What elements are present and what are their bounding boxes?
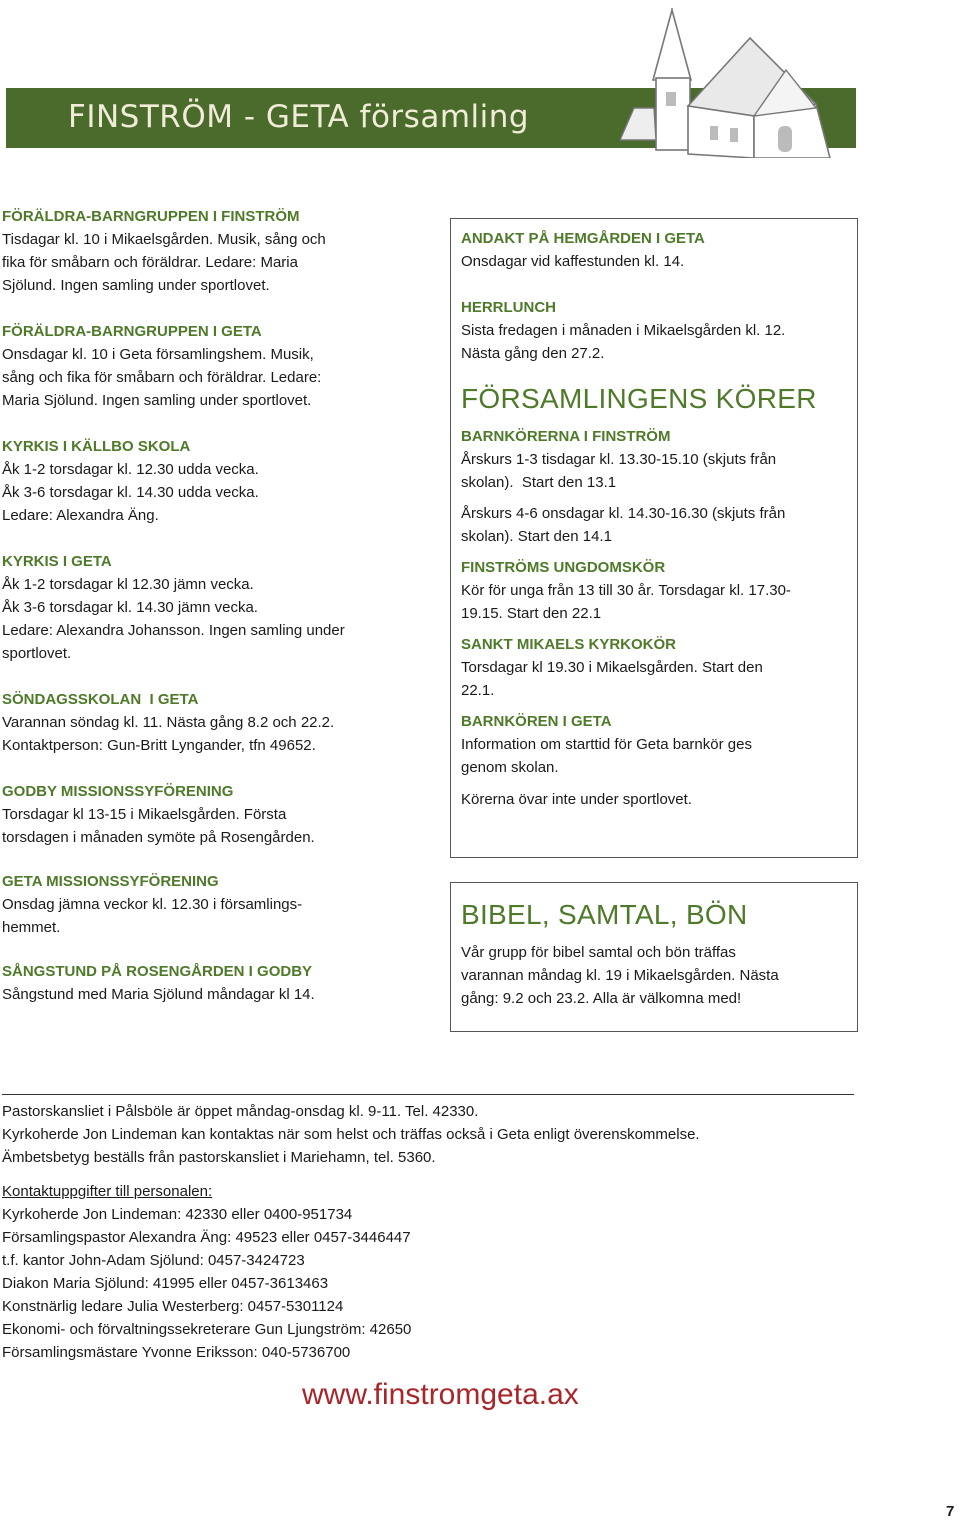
section-title: KYRKIS I GETA [2, 553, 112, 570]
choirs-note: Körerna övar inte under sportlovet. [461, 791, 692, 808]
parish-title: FINSTRÖM - GETA församling [68, 99, 530, 135]
section-line: Onsdagar vid kaffestunden kl. 14. [461, 253, 685, 270]
section-title: SÅNGSTUND PÅ ROSENGÅRDEN I GODBY [2, 963, 313, 980]
contact-line: Församlingspastor Alexandra Äng: 49523 eller 0457-3446447 [2, 1229, 411, 1246]
section-kyrkis-geta [2, 550, 422, 665]
section-line: Sjölund. Ingen samling under sportlovet. [2, 277, 270, 294]
section-line: skolan). Start den 14.1 [461, 528, 612, 545]
contact-line: Kyrkoherde Jon Lindeman: 42330 eller 0400-951734 [2, 1206, 353, 1223]
section-title: SÖNDAGSSKOLAN I GETA [2, 691, 199, 708]
section-line: sportlovet. [2, 645, 72, 662]
section-sondagsskolan [2, 688, 422, 757]
choirs-box [450, 218, 858, 858]
section-line: Nästa gång den 27.2. [461, 345, 605, 362]
section-herrlunch [461, 296, 847, 365]
footer-info [2, 1100, 902, 1364]
section-line: Ledare: Alexandra Äng. [2, 507, 159, 524]
section-line: genom skolan. [461, 759, 559, 776]
section-title: FÖRÄLDRA-BARNGRUPPEN I GETA [2, 323, 262, 340]
section-title: BARNKÖRERNA I FINSTRÖM [461, 428, 671, 445]
bible-heading: BIBEL, SAMTAL, BÖN [461, 899, 748, 930]
section-title: ANDAKT PÅ HEMGÅRDEN I GETA [461, 230, 705, 247]
page-number: 7 [946, 1503, 955, 1520]
section-line: Sista fredagen i månaden i Mikaelsgården kl. 12. [461, 322, 786, 339]
section-foraldra-finstrom [2, 205, 422, 297]
info-line: Pastorskansliet i Pålsböle är öppet måndag-onsdag kl. 9-11. Tel. 42330. [2, 1103, 479, 1120]
section-line: Årskurs 1-3 tisdagar kl. 13.30-15.10 (skjuts från [461, 451, 777, 468]
website-link[interactable]: www.finstromgeta.ax [302, 1378, 579, 1411]
section-title: GODBY MISSIONSSYFÖRENING [2, 783, 234, 800]
section-line: Kör för unga från 13 till 30 år. Torsdagar kl. 17.30- [461, 582, 791, 599]
section-line: Tisdagar kl. 10 i Mikaelsgården. Musik, sång och [2, 231, 326, 248]
footer-divider [2, 1094, 854, 1095]
section-barnkoren-geta [461, 710, 847, 779]
section-title: SANKT MIKAELS KYRKOKÖR [461, 636, 677, 653]
section-godby-missionsforening [2, 780, 422, 849]
section-geta-missionsforening [2, 870, 422, 939]
section-line: Åk 3-6 torsdagar kl. 14.30 jämn vecka. [2, 599, 258, 616]
section-line: Maria Sjölund. Ingen samling under sportlovet. [2, 392, 312, 409]
section-line: hemmet. [2, 919, 61, 936]
section-line: torsdagen i månaden symöte på Rosengården. [2, 829, 315, 846]
section-line: Onsdagar kl. 10 i Geta församlingshem. Musik, [2, 346, 314, 363]
info-line: Kyrkoherde Jon Lindeman kan kontaktas när som helst och träffas också i Geta enligt överenskommelse. [2, 1126, 700, 1143]
section-line: skolan). Start den 13.1 [461, 474, 617, 491]
contact-line: Konstnärlig ledare Julia Westerberg: 0457-5301124 [2, 1298, 344, 1315]
section-barnkorerna-finstrom [461, 425, 847, 494]
bible-line: varannan måndag kl. 19 i Mikaelsgården. Nästa [461, 967, 779, 984]
section-line: Information om starttid för Geta barnkör ges [461, 736, 752, 753]
contacts-heading: Kontaktuppgifter till personalen: [2, 1183, 213, 1200]
contact-line: Ekonomi- och förvaltningssekreterare Gun Ljungström: 42650 [2, 1321, 412, 1338]
section-title: BARNKÖREN I GETA [461, 713, 612, 730]
section-ungdomskor [461, 556, 847, 625]
section-line: Åk 1-2 torsdagar kl 12.30 jämn vecka. [2, 576, 254, 593]
section-line: 22.1. [461, 682, 495, 699]
section-arskurs-4-6 [461, 502, 847, 548]
church-illustration [620, 8, 850, 158]
section-line: 19.15. Start den 22.1 [461, 605, 602, 622]
section-line: Årskurs 4-6 onsdagar kl. 14.30-16.30 (skjuts från [461, 505, 786, 522]
contact-line: t.f. kantor John-Adam Sjölund: 0457-3424723 [2, 1252, 305, 1269]
bible-line: gång: 9.2 och 23.2. Alla är välkomna med! [461, 990, 742, 1007]
choirs-heading: FÖRSAMLINGENS KÖRER [461, 383, 817, 414]
section-andakt [461, 227, 847, 273]
section-kyrkis-kallbo [2, 435, 422, 527]
section-line: Åk 1-2 torsdagar kl. 12.30 udda vecka. [2, 461, 259, 478]
bible-box [450, 882, 858, 1032]
section-line: sång och fika för småbarn och föräldrar. Ledare: [2, 369, 322, 386]
section-line: Torsdagar kl 19.30 i Mikaelsgården. Start den [461, 659, 763, 676]
left-column [2, 205, 422, 1006]
section-title: HERRLUNCH [461, 299, 556, 316]
section-line: Varannan söndag kl. 11. Nästa gång 8.2 och 22.2. [2, 714, 335, 731]
section-line: fika för småbarn och föräldrar. Ledare: Maria [2, 254, 298, 271]
section-line: Onsdag jämna veckor kl. 12.30 i församlings- [2, 896, 303, 913]
section-line: Ledare: Alexandra Johansson. Ingen samling under [2, 622, 345, 639]
info-line: Ämbetsbetyg beställs från pastorskansliet i Mariehamn, tel. 5360. [2, 1149, 436, 1166]
section-title: GETA MISSIONSSYFÖRENING [2, 873, 219, 890]
section-line: Sångstund med Maria Sjölund måndagar kl 14. [2, 986, 315, 1003]
contact-line: Diakon Maria Sjölund: 41995 eller 0457-3613463 [2, 1275, 329, 1292]
contact-line: Församlingsmästare Yvonne Eriksson: 040-5736700 [2, 1344, 351, 1361]
section-title: FINSTRÖMS UNGDOMSKÖR [461, 559, 666, 576]
bible-line: Vår grupp för bibel samtal och bön träffas [461, 944, 736, 961]
section-line: Torsdagar kl 13-15 i Mikaelsgården. Första [2, 806, 287, 823]
section-line: Åk 3-6 torsdagar kl. 14.30 udda vecka. [2, 484, 259, 501]
section-title: KYRKIS I KÄLLBO SKOLA [2, 438, 191, 455]
section-kyrkokor [461, 633, 847, 702]
section-sangstund [2, 960, 422, 1006]
section-foraldra-geta [2, 320, 422, 412]
section-title: FÖRÄLDRA-BARNGRUPPEN I FINSTRÖM [2, 208, 300, 225]
section-line: Kontaktperson: Gun-Britt Lyngander, tfn 49652. [2, 737, 316, 754]
